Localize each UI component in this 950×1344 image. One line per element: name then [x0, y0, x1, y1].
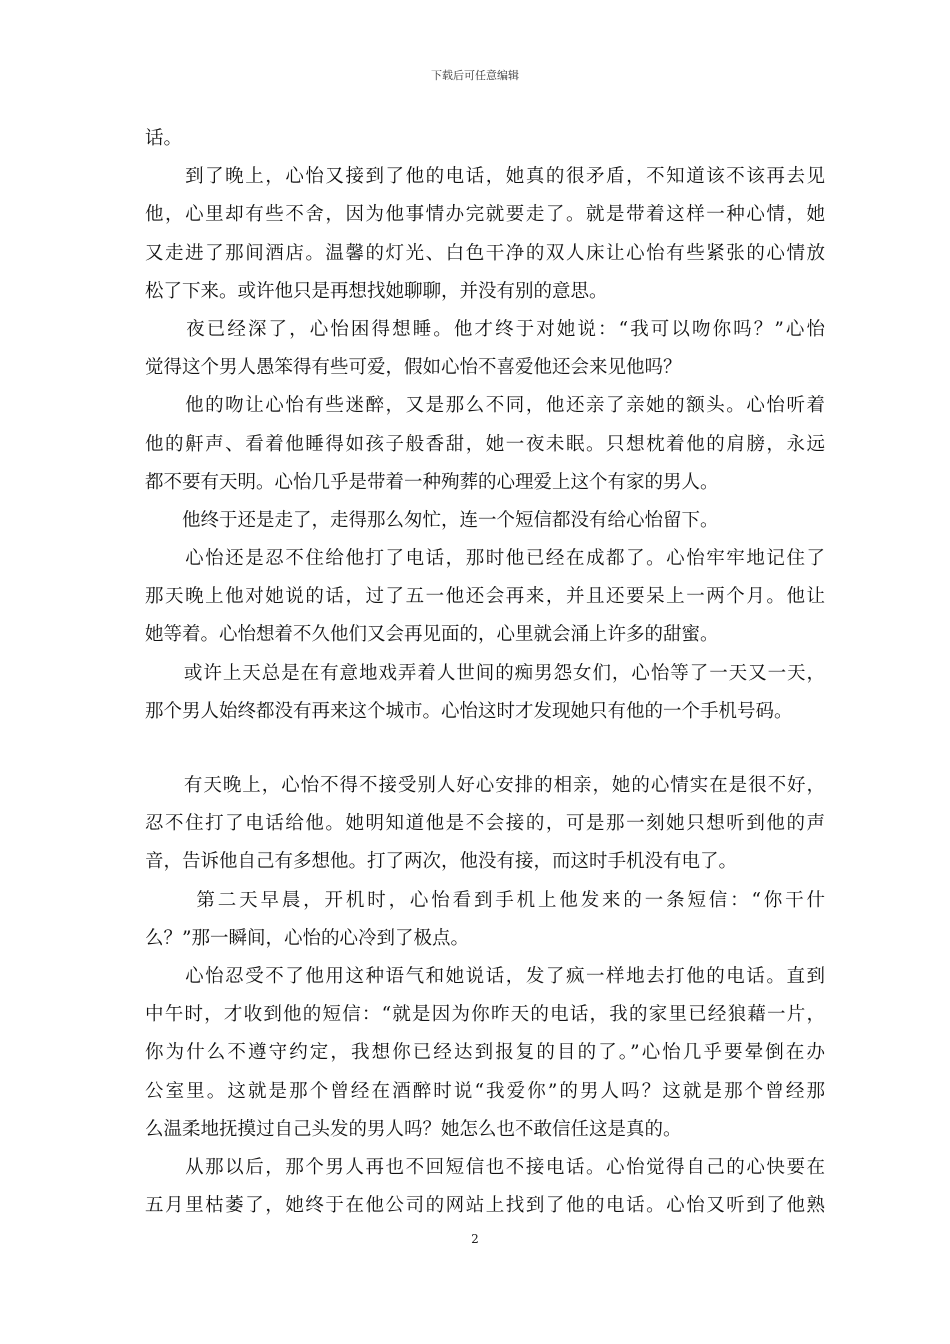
- paragraph: [145, 1149, 825, 1225]
- paragraph: [145, 655, 825, 731]
- text-line: 松了下来。或许他只是再想找她聊聊，并没有别的意思。: [145, 280, 608, 302]
- text-line: 心怡还是忍不住给他打了电话，那时他已经在成都了。心怡牢牢地记住了: [145, 548, 825, 570]
- text-line: 么？”那一瞬间，心怡的心冷到了极点。: [145, 927, 469, 949]
- page-number: 2: [471, 1232, 479, 1246]
- text-line: 又走进了那间酒店。温馨的灯光、白色干净的双人床让心怡有些紧张的心情放: [145, 242, 825, 264]
- text-line: 那天晚上他对她说的话，过了五一他还会再来，并且还要呆上一两个月。他让: [145, 586, 825, 608]
- text-line: 五月里枯萎了，她终于在他公司的网站上找到了他的电话。心怡又听到了他熟: [145, 1195, 825, 1217]
- blank-line: [145, 731, 825, 767]
- text-line: 她等着。心怡想着不久他们又会再见面的，心里就会涌上许多的甜蜜。: [145, 624, 719, 646]
- text-line: 有天晚上，心怡不得不接受别人好心安排的相亲，她的心情实在是很不好，: [145, 775, 825, 796]
- text-line: 话。: [145, 128, 183, 149]
- text-line: 他，心里却有些不舍，因为他事情办完就要走了。就是带着这样一种心情，她: [145, 204, 825, 226]
- text-line: 音，告诉他自己有多想他。打了两次，他没有接，而这时手机没有电了。: [145, 851, 738, 873]
- text-line: 么温柔地抚摸过自己头发的男人吗？她怎么也不敢信任这是真的。: [145, 1118, 682, 1140]
- paragraph: [145, 387, 825, 502]
- text-line: 忍不住打了电话给他。她明知道他是不会接的，可是那一刻她只想听到他的声: [145, 813, 825, 835]
- text-line: 他的鼾声、看着他睡得如孩子般香甜，她一夜未眠。只想枕着他的肩膀，永远: [145, 433, 825, 455]
- paragraph: [145, 120, 825, 158]
- text-line: 他的吻让心怡有些迷醉，又是那么不同，他还亲了亲她的额头。心怡听着: [145, 395, 825, 417]
- paragraph: [145, 311, 825, 387]
- text-line: 那个男人始终都没有再来这个城市。心怡这时才发现她只有他的一个手机号码。: [145, 700, 793, 722]
- text-line: 觉得这个男人愚笨得有些可爱，假如心怡不喜爱他还会来见他吗？: [145, 357, 682, 379]
- paragraph: [145, 502, 825, 540]
- paragraph: [145, 158, 825, 311]
- text-line: 他终于还是走了，走得那么匆忙，连一个短信都没有给心怡留下。: [145, 509, 719, 531]
- paragraph: [145, 882, 825, 958]
- text-line: 中午时，才收到他的短信：“就是因为你昨天的电话，我的家里已经狼藉一片，: [145, 1004, 825, 1026]
- text-line: 从那以后，那个男人再也不回短信也不接电话。心怡觉得自己的心快要在: [145, 1156, 825, 1178]
- text-line: 第二天早晨，开机时，心怡看到手机上他发来的一条短信：“你干什: [145, 889, 825, 911]
- text-line: 你为什么不遵守约定，我想你已经达到报复的目的了。”心怡几乎要晕倒在办: [145, 1042, 825, 1064]
- paragraph: [145, 767, 825, 882]
- paragraph: [145, 540, 825, 655]
- text-line: 夜已经深了，心怡困得想睡。他才终于对她说：“我可以吻你吗？”心怡: [145, 318, 825, 340]
- document-body: [145, 120, 825, 1225]
- text-line: 心怡忍受不了他用这种语气和她说话，发了疯一样地去打他的电话。直到: [145, 965, 825, 987]
- text-line: 公室里。这就是那个曾经在酒醉时说“我爱你”的男人吗？这就是那个曾经那: [145, 1080, 825, 1102]
- text-line: 或许上天总是在有意地戏弄着人世间的痴男怨女们，心怡等了一天又一天，: [145, 662, 825, 684]
- text-line: 都不要有天明。心怡几乎是带着一种殉葬的心理爱上这个有家的男人。: [145, 471, 719, 493]
- paragraph: [145, 958, 825, 1149]
- text-line: 到了晚上，心怡又接到了他的电话，她真的很矛盾，不知道该不该再去见: [145, 166, 825, 188]
- page-header: 下载后可任意编辑: [431, 69, 519, 82]
